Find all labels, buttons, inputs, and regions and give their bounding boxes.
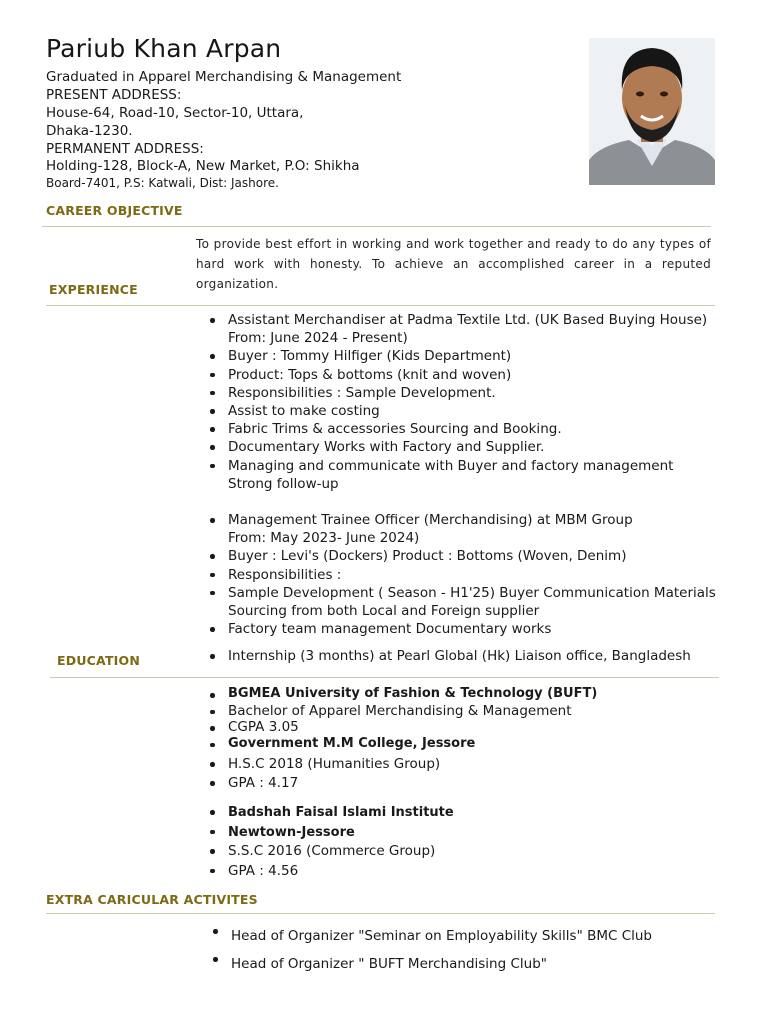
list-item: From: May 2023- June 2024) bbox=[228, 530, 420, 547]
list-item: Product: Tops & bottoms (knit and woven) bbox=[196, 366, 716, 384]
list-item: Assist to make costing bbox=[196, 402, 716, 420]
spacer bbox=[196, 493, 716, 511]
list-item: Internship (3 months) at Pearl Global (Hk) Liaison office, Bangladesh bbox=[196, 647, 691, 665]
internship-list bbox=[196, 647, 691, 665]
candidate-name: Pariub Khan Arpan bbox=[46, 34, 282, 63]
list-item: From: June 2024 - Present) bbox=[228, 330, 408, 347]
list-item: Sourcing from both Local and Foreign supplier bbox=[228, 603, 540, 620]
list-item: Responsibilities : bbox=[196, 566, 716, 584]
list-item: Responsibilities : Sample Development. bbox=[196, 384, 716, 402]
present-address-label: PRESENT ADDRESS: bbox=[46, 87, 182, 103]
list-item: Newtown-Jessore bbox=[196, 823, 454, 843]
education-list-hsc bbox=[196, 755, 440, 793]
list-item: Managing and communicate with Buyer and factory management bbox=[196, 457, 716, 475]
education-heading: EDUCATION bbox=[57, 653, 141, 668]
list-item: Government M.M College, Jessore bbox=[196, 736, 597, 753]
profile-photo bbox=[589, 38, 715, 185]
extra-curricular-heading: EXTRA CARICULAR ACTIVITES bbox=[46, 892, 258, 907]
permanent-address-line-1: Holding-128, Block-A, New Market, P.O: Shikha bbox=[46, 158, 360, 174]
education-list-university bbox=[196, 686, 597, 752]
extra-curricular-list bbox=[199, 922, 652, 978]
objective-text: To provide best effort in working and work together and ready to do any types of hard work with honesty. To achieve an accomplished career in a reputed organization. bbox=[196, 237, 711, 291]
list-item: Buyer : Tommy Hilfiger (Kids Department) bbox=[196, 347, 716, 365]
list-item: Factory team management Documentary works bbox=[196, 620, 716, 638]
permanent-address-label: PERMANENT ADDRESS: bbox=[46, 141, 204, 157]
divider bbox=[46, 305, 715, 306]
divider bbox=[50, 677, 719, 678]
list-item: Sample Development ( Season - H1'25) Buyer Communication Materials bbox=[196, 584, 716, 602]
education-list-ssc bbox=[196, 803, 454, 881]
list-item: Head of Organizer "Seminar on Employability Skills" BMC Club bbox=[199, 922, 652, 950]
list-item: Bachelor of Apparel Merchandising & Management bbox=[196, 703, 597, 720]
list-item: Documentary Works with Factory and Supplier. bbox=[196, 438, 716, 456]
list-item: S.S.C 2016 (Commerce Group) bbox=[196, 842, 454, 862]
list-item: Strong follow-up bbox=[228, 475, 339, 492]
experience-heading: EXPERIENCE bbox=[49, 282, 138, 297]
present-address-line-1: House-64, Road-10, Sector-10, Uttara, bbox=[46, 105, 304, 121]
experience-list bbox=[196, 311, 716, 638]
list-item: Assistant Merchandiser at Padma Textile Ltd. (UK Based Buying House) bbox=[196, 311, 716, 329]
career-objective-heading: CAREER OBJECTIVE bbox=[46, 203, 183, 218]
list-item: Head of Organizer " BUFT Merchandising Club" bbox=[199, 950, 652, 978]
present-address-line-2: Dhaka-1230. bbox=[46, 123, 133, 139]
list-item: GPA : 4.56 bbox=[196, 862, 454, 882]
list-item: Fabric Trims & accessories Sourcing and Booking. bbox=[196, 420, 716, 438]
permanent-address-line-2: Board-7401, P.S: Katwali, Dist: Jashore. bbox=[46, 176, 279, 190]
list-item: Management Trainee Officer (Merchandising) at MBM Group bbox=[196, 511, 716, 529]
list-item: GPA : 4.17 bbox=[196, 774, 440, 793]
list-item: CGPA 3.05 bbox=[196, 719, 597, 736]
list-item: H.S.C 2018 (Humanities Group) bbox=[196, 755, 440, 774]
divider bbox=[46, 913, 715, 914]
degree-line: Graduated in Apparel Merchandising & Management bbox=[46, 69, 402, 85]
list-item: Buyer : Levi's (Dockers) Product : Bottoms (Woven, Denim) bbox=[196, 547, 716, 565]
list-item: Badshah Faisal Islami Institute bbox=[196, 803, 454, 823]
list-item: BGMEA University of Fashion & Technology (BUFT) bbox=[196, 686, 597, 703]
divider bbox=[42, 226, 711, 227]
